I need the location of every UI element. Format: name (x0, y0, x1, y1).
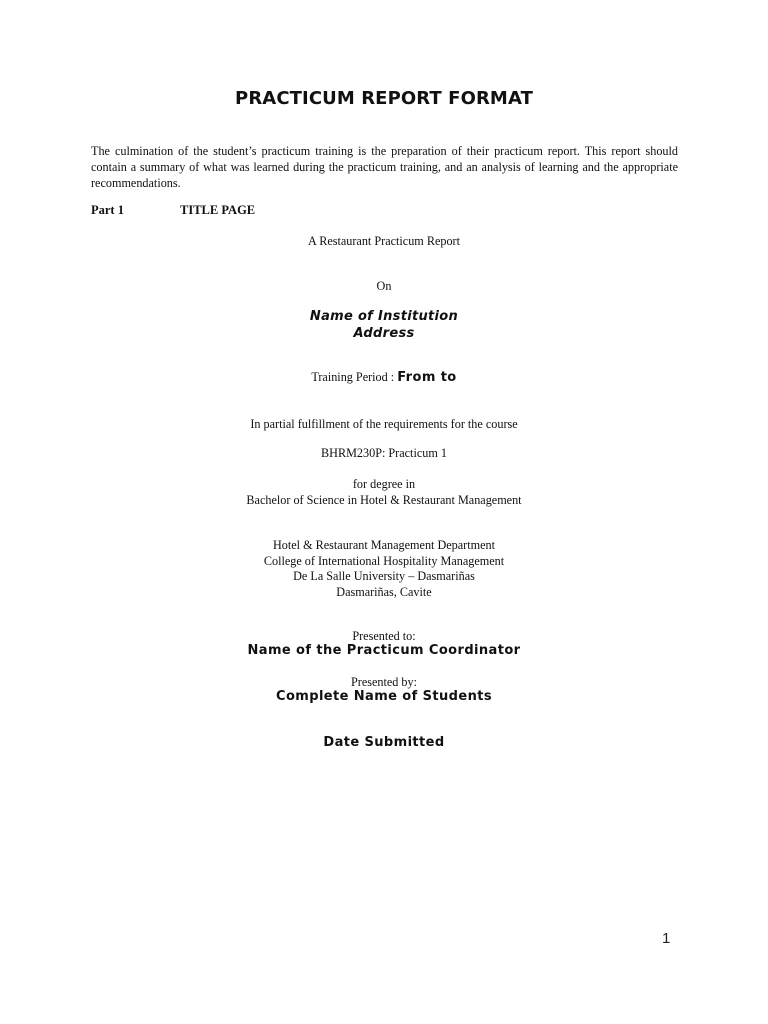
institution-details (0, 538, 768, 600)
location-text: Dasmariñas, Cavite (336, 584, 432, 599)
degree-name: Bachelor of Science in Hotel & Restaurant Management (246, 492, 522, 507)
degree-block (0, 477, 768, 508)
date-submitted: Date Submitted (323, 735, 445, 750)
on-text: On (376, 279, 392, 293)
fulfillment-text: In partial fulfillment of the requirements for the course (250, 417, 518, 431)
training-period-value: From to (397, 370, 457, 385)
college-text: College of International Hospitality Management (263, 553, 505, 568)
department-text: Hotel & Restaurant Management Department (272, 538, 495, 552)
page-number: 1 (662, 930, 671, 947)
coordinator-name: Name of the Practicum Coordinator (247, 643, 521, 658)
presented-by-label: Presented by: (350, 675, 417, 689)
intro-paragraph: The culmination of the student’s practicum training is the preparation of their practicum report. This report should contain a summary of what was learned during the practicum training, and an analysis of learning and the appropriate recommendations. (91, 144, 678, 190)
institution-address: Address (353, 326, 415, 341)
part-number: Part 1 (91, 203, 124, 217)
training-period (0, 370, 768, 386)
students-name: Complete Name of Students (276, 689, 492, 704)
document-title: PRACTICUM REPORT FORMAT (235, 88, 533, 109)
degree-for: for degree in (352, 477, 416, 491)
part-heading: TITLE PAGE (180, 203, 256, 217)
university-text: De La Salle University – Dasmariñas (293, 569, 475, 583)
training-period-label: Training Period : (311, 370, 395, 384)
part-heading-row (91, 203, 678, 218)
institution-name: Name of Institution (309, 309, 459, 324)
presented-to-label: Presented to: (352, 629, 416, 643)
report-title: A Restaurant Practicum Report (308, 234, 460, 248)
institution-block (0, 308, 768, 342)
course-text: BHRM230P: Practicum 1 (321, 446, 447, 460)
